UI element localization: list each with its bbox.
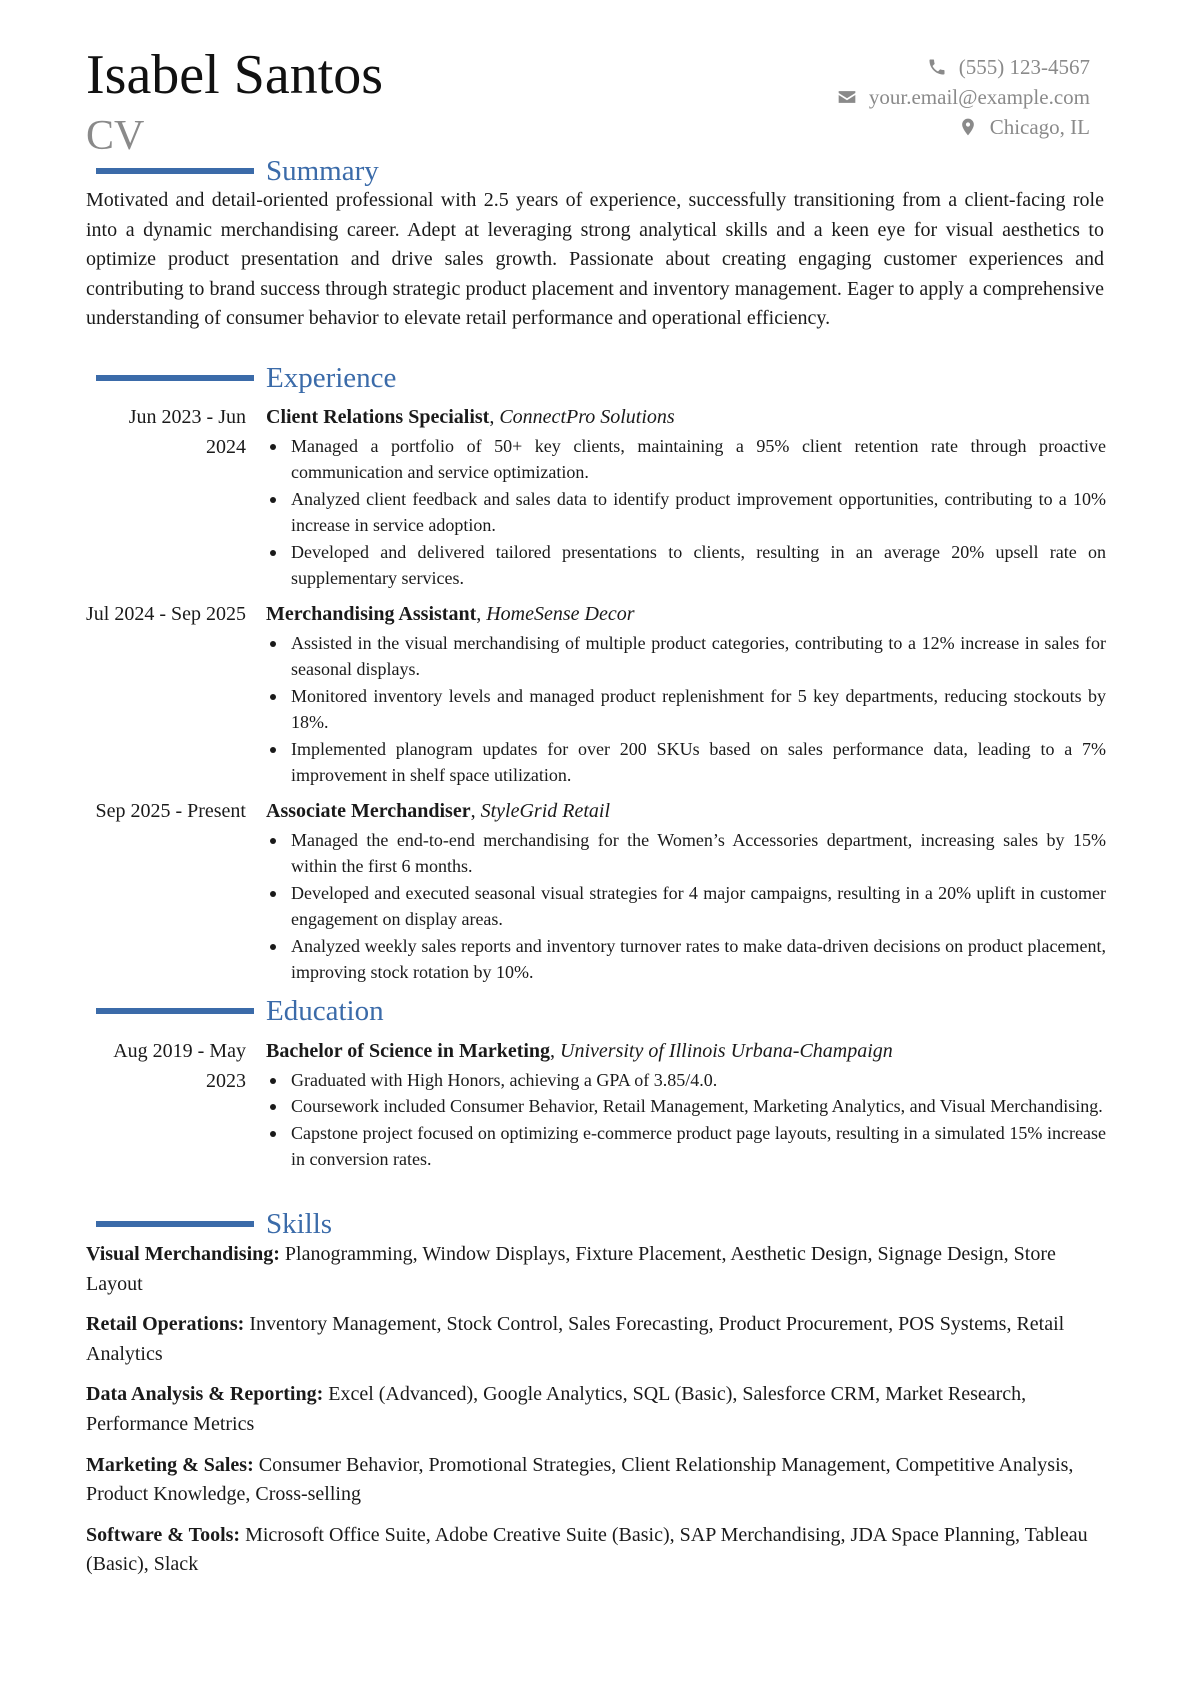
entry-date: Aug 2019 - May 2023	[113, 1040, 246, 1092]
entry-date: Jul 2024 - Sep 2025	[86, 603, 246, 625]
section-heading-education	[96, 995, 384, 1027]
bullet-item: Capstone project focused on optimizing e-commerce product page layouts, resulting in a simulated 15% increase in conversion rates.	[266, 1120, 1106, 1173]
entry-bullets	[266, 827, 1106, 986]
bullet-item: Developed and delivered tailored presentations to clients, resulting in an average 20% upsell rate on supplementary services.	[266, 539, 1106, 592]
section-title: Experience	[266, 362, 397, 394]
entry-role: Associate Merchandiser	[266, 800, 471, 822]
section-heading-skills	[96, 1208, 332, 1240]
entry-organization: HomeSense Decor	[486, 603, 635, 625]
entry-heading: Bachelor of Science in Marketing, University of Illinois Urbana-Champaign	[266, 1040, 893, 1062]
bullet-item: Monitored inventory levels and managed product replenishment for 5 key departments, reducing stockouts by 18%.	[266, 683, 1106, 736]
entry-heading: Client Relations Specialist, ConnectPro Solutions	[266, 406, 675, 428]
entry-role: Merchandising Assistant	[266, 603, 477, 625]
contact-phone[interactable]	[670, 52, 1090, 82]
map-pin-icon	[958, 117, 978, 137]
skill-category: Marketing & Sales:	[86, 1453, 254, 1476]
section-accent-bar	[96, 375, 254, 381]
skill-items: Planogramming, Window Displays, Fixture Placement, Aesthetic Design, Signage Design, Store Layout	[86, 1243, 1056, 1295]
entry-body	[266, 403, 1106, 592]
phone-icon	[927, 57, 947, 77]
skill-category: Retail Operations:	[86, 1313, 245, 1336]
section-title: Education	[266, 995, 384, 1027]
contact-email[interactable]	[670, 82, 1090, 112]
bullet-item: Managed the end-to-end merchandising for the Women’s Accessories department, increasing sales by 15% within the first 6 months.	[266, 827, 1106, 880]
envelope-icon	[837, 87, 857, 107]
contact-location	[670, 112, 1090, 142]
phone-number: (555) 123-4567	[958, 55, 1090, 79]
entry-organization: ConnectPro Solutions	[499, 406, 675, 428]
skill-group	[86, 1240, 1104, 1299]
entry-body	[266, 1037, 1106, 1173]
skill-category: Data Analysis & Reporting:	[86, 1383, 324, 1406]
skills-list	[86, 1240, 1104, 1591]
bullet-item: Developed and executed seasonal visual strategies for 4 major campaigns, resulting in a 20% uplift in customer engagement on display areas.	[266, 880, 1106, 933]
section-accent-bar	[96, 168, 254, 174]
section-heading-summary	[96, 155, 379, 187]
skill-group	[86, 1451, 1104, 1510]
skill-category: Visual Merchandising:	[86, 1243, 280, 1265]
contact-block	[670, 52, 1090, 142]
entry-date: Jun 2023 - Jun 2024	[128, 406, 246, 458]
skill-group	[86, 1310, 1104, 1369]
bullet-item: Managed a portfolio of 50+ key clients, maintaining a 95% client retention rate through proactive communication and service optimization.	[266, 433, 1106, 486]
skill-items: Excel (Advanced), Google Analytics, SQL (Basic), Salesforce CRM, Market Research, Performance Metrics	[86, 1383, 1027, 1435]
skill-items: Inventory Management, Stock Control, Sales Forecasting, Product Procurement, POS Systems, Retail Analytics	[86, 1313, 1065, 1365]
entry-bullets	[266, 433, 1106, 592]
entry-degree: Bachelor of Science in Marketing	[266, 1040, 551, 1062]
bullet-item: Graduated with High Honors, achieving a GPA of 3.85/4.0.	[266, 1067, 1106, 1094]
document-subtitle: CV	[86, 113, 145, 159]
skill-items: Microsoft Office Suite, Adobe Creative Suite (Basic), SAP Merchandising, JDA Space Planning, Tableau (Basic), Slack	[86, 1523, 1088, 1576]
skill-group	[86, 1380, 1104, 1439]
email-address: your.email@example.com	[868, 85, 1090, 109]
skill-category: Software & Tools:	[86, 1523, 241, 1546]
section-accent-bar	[96, 1221, 254, 1227]
location-text: Chicago, IL	[989, 115, 1090, 139]
skill-group	[86, 1521, 1104, 1580]
entry-heading: Associate Merchandiser, StyleGrid Retail	[266, 800, 611, 822]
bullet-item: Implemented planogram updates for over 200 SKUs based on sales performance data, leading to a 7% improvement in shelf space utilization.	[266, 736, 1106, 789]
candidate-name: Isabel Santos	[86, 44, 384, 106]
summary-paragraph: Motivated and detail-oriented professional with 2.5 years of experience, successfully transitioning from a client-facing role into a dynamic merchandising career. Adept at leveraging strong analytical skills and a keen eye for visual aesthetics to optimize product presentation and drive sales growth. Passionate about creating engaging customer experiences and contributing to brand success through strategic product placement and inventory management. Eager to apply a comprehensive understanding of consumer behavior to elevate retail performance and operational efficiency.	[86, 189, 1104, 330]
bullet-item: Assisted in the visual merchandising of multiple product categories, contributing to a 12% increase in sales for seasonal displays.	[266, 630, 1106, 683]
entry-bullets	[266, 630, 1106, 789]
entry-body	[266, 797, 1106, 986]
bullet-item: Coursework included Consumer Behavior, Retail Management, Marketing Analytics, and Visual Merchandising.	[266, 1093, 1106, 1120]
bullet-item: Analyzed client feedback and sales data to identify product improvement opportunities, contributing to a 10% increase in service adoption.	[266, 486, 1106, 539]
entry-institution: University of Illinois Urbana-Champaign	[560, 1040, 893, 1062]
entry-organization: StyleGrid Retail	[480, 800, 611, 822]
entry-heading: Merchandising Assistant, HomeSense Decor	[266, 603, 635, 625]
entry-bullets	[266, 1067, 1106, 1173]
section-title: Summary	[266, 155, 379, 187]
section-accent-bar	[96, 1008, 254, 1014]
skill-items: Consumer Behavior, Promotional Strategies, Client Relationship Management, Competitive Analysis, Product Knowledge, Cross-selling	[86, 1453, 1074, 1506]
entry-body	[266, 600, 1106, 789]
entry-role: Client Relations Specialist	[266, 406, 490, 428]
entry-date: Sep 2025 - Present	[95, 800, 246, 822]
section-title: Skills	[266, 1208, 333, 1240]
section-heading-experience	[96, 362, 396, 394]
bullet-item: Analyzed weekly sales reports and inventory turnover rates to make data-driven decisions on product placement, improving stock rotation by 10%.	[266, 933, 1106, 986]
